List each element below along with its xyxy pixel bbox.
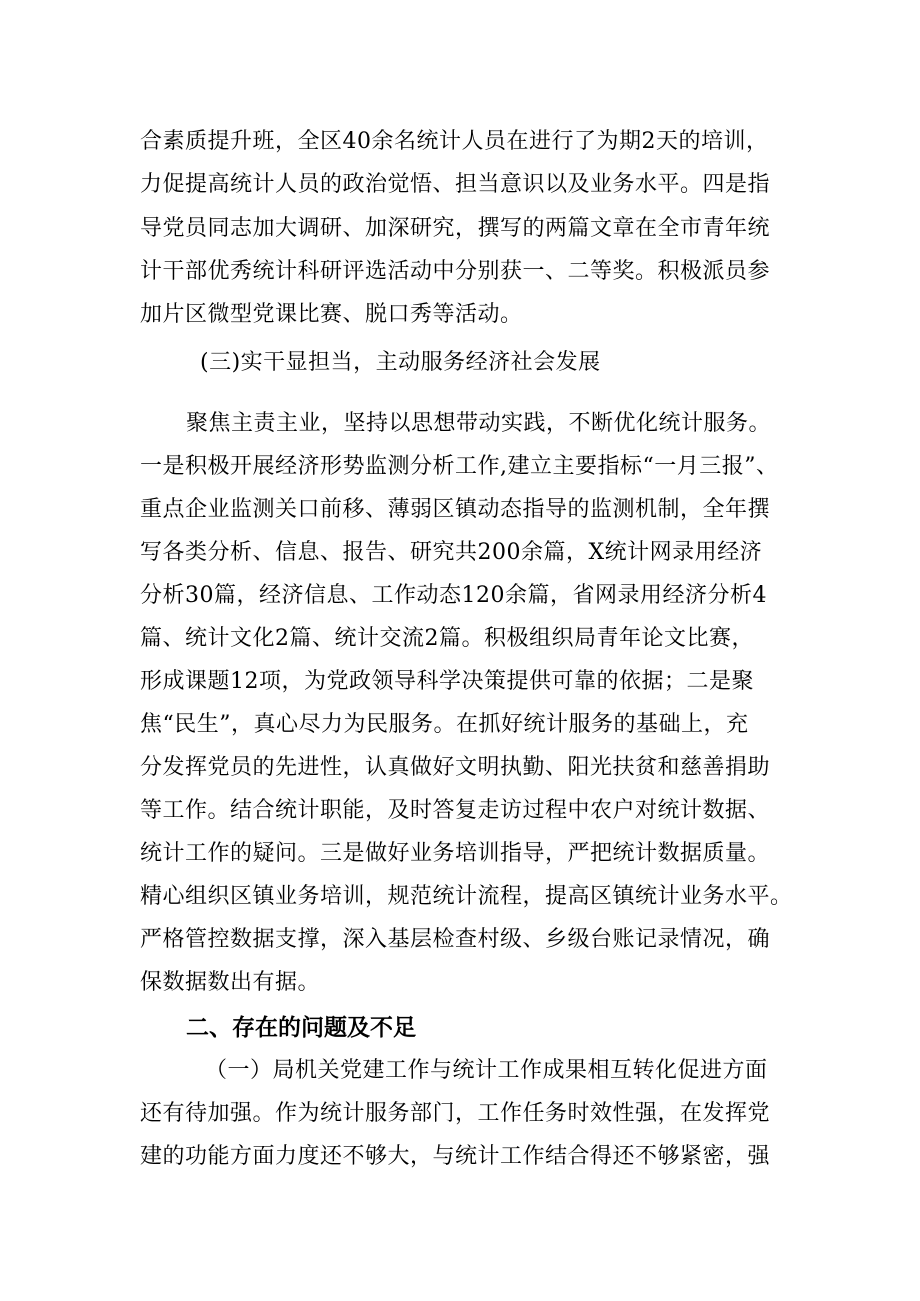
text-line: 严格管控数据支撑，深入基层检查村级、乡级台账记录情况，确 bbox=[140, 927, 771, 952]
text-line: 一是积极开展经济形势监测分析工作,建立主要指标“一月三报”、 bbox=[140, 454, 779, 479]
text-line: 写各类分析、信息、报告、研究共200余篇，X统计网录用经济 bbox=[140, 540, 763, 565]
text-line: 篇、统计文化2篇、统计交流2篇。积极组织局青年论文比赛， bbox=[140, 626, 754, 651]
text-line: 导党员同志加大调研、加深研究，撰写的两篇文章在全市青年统 bbox=[140, 216, 771, 241]
text-line: 分析30篇，经济信息、工作动态120余篇，省网录用经济分析4 bbox=[140, 583, 767, 608]
text-line: 分发挥党员的先进性，认真做好文明执勤、阳光扶贫和慈善捐助 bbox=[140, 755, 771, 780]
text-line: 焦“民生”，真心尽力为民服务。在抓好统计服务的基础上，充 bbox=[140, 712, 749, 737]
text-line: 统计工作的疑问。三是做好业务培训指导，严把统计数据质量。 bbox=[140, 841, 771, 866]
text-line: 重点企业监测关口前移、薄弱区镇动态指导的监测机制，全年撰 bbox=[140, 497, 771, 522]
text-line: 形成课题12项，为党政领导科学决策提供可靠的依据；二是聚 bbox=[140, 669, 754, 694]
text-line: 保数据数出有据。 bbox=[140, 970, 321, 995]
text-line: 建的功能方面力度还不够大，与统计工作结合得还不够紧密，强 bbox=[140, 1144, 771, 1169]
text-line: （一）局机关党建工作与统计工作成果相互转化促进方面 bbox=[205, 1058, 768, 1083]
section-subheading: (三)实干显担当，主动服务经济社会发展 bbox=[200, 350, 601, 375]
text-line: 还有待加强。作为统计服务部门，工作任务时效性强，在发挥党 bbox=[140, 1101, 771, 1126]
text-line: 精心组织区镇业务培训，规范统计流程，提高区镇统计业务水平。 bbox=[140, 884, 793, 909]
text-line: 计干部优秀统计科研评选活动中分别获一、二等奖。积极派员参 bbox=[140, 259, 771, 284]
text-line: 等工作。结合统计职能，及时答复走访过程中农户对统计数据、 bbox=[140, 798, 771, 823]
text-line: 聚焦主责主业，坚持以思想带动实践，不断优化统计服务。 bbox=[186, 411, 772, 436]
text-line: 加片区微型党课比赛、脱口秀等活动。 bbox=[140, 302, 523, 327]
section-heading: 二、存在的问题及不足 bbox=[186, 1015, 416, 1041]
text-line: 力促提高统计人员的政治觉悟、担当意识以及业务水平。四是指 bbox=[140, 172, 771, 197]
text-line: 合素质提升班，全区40余名统计人员在进行了为期2天的培训， bbox=[140, 129, 769, 154]
